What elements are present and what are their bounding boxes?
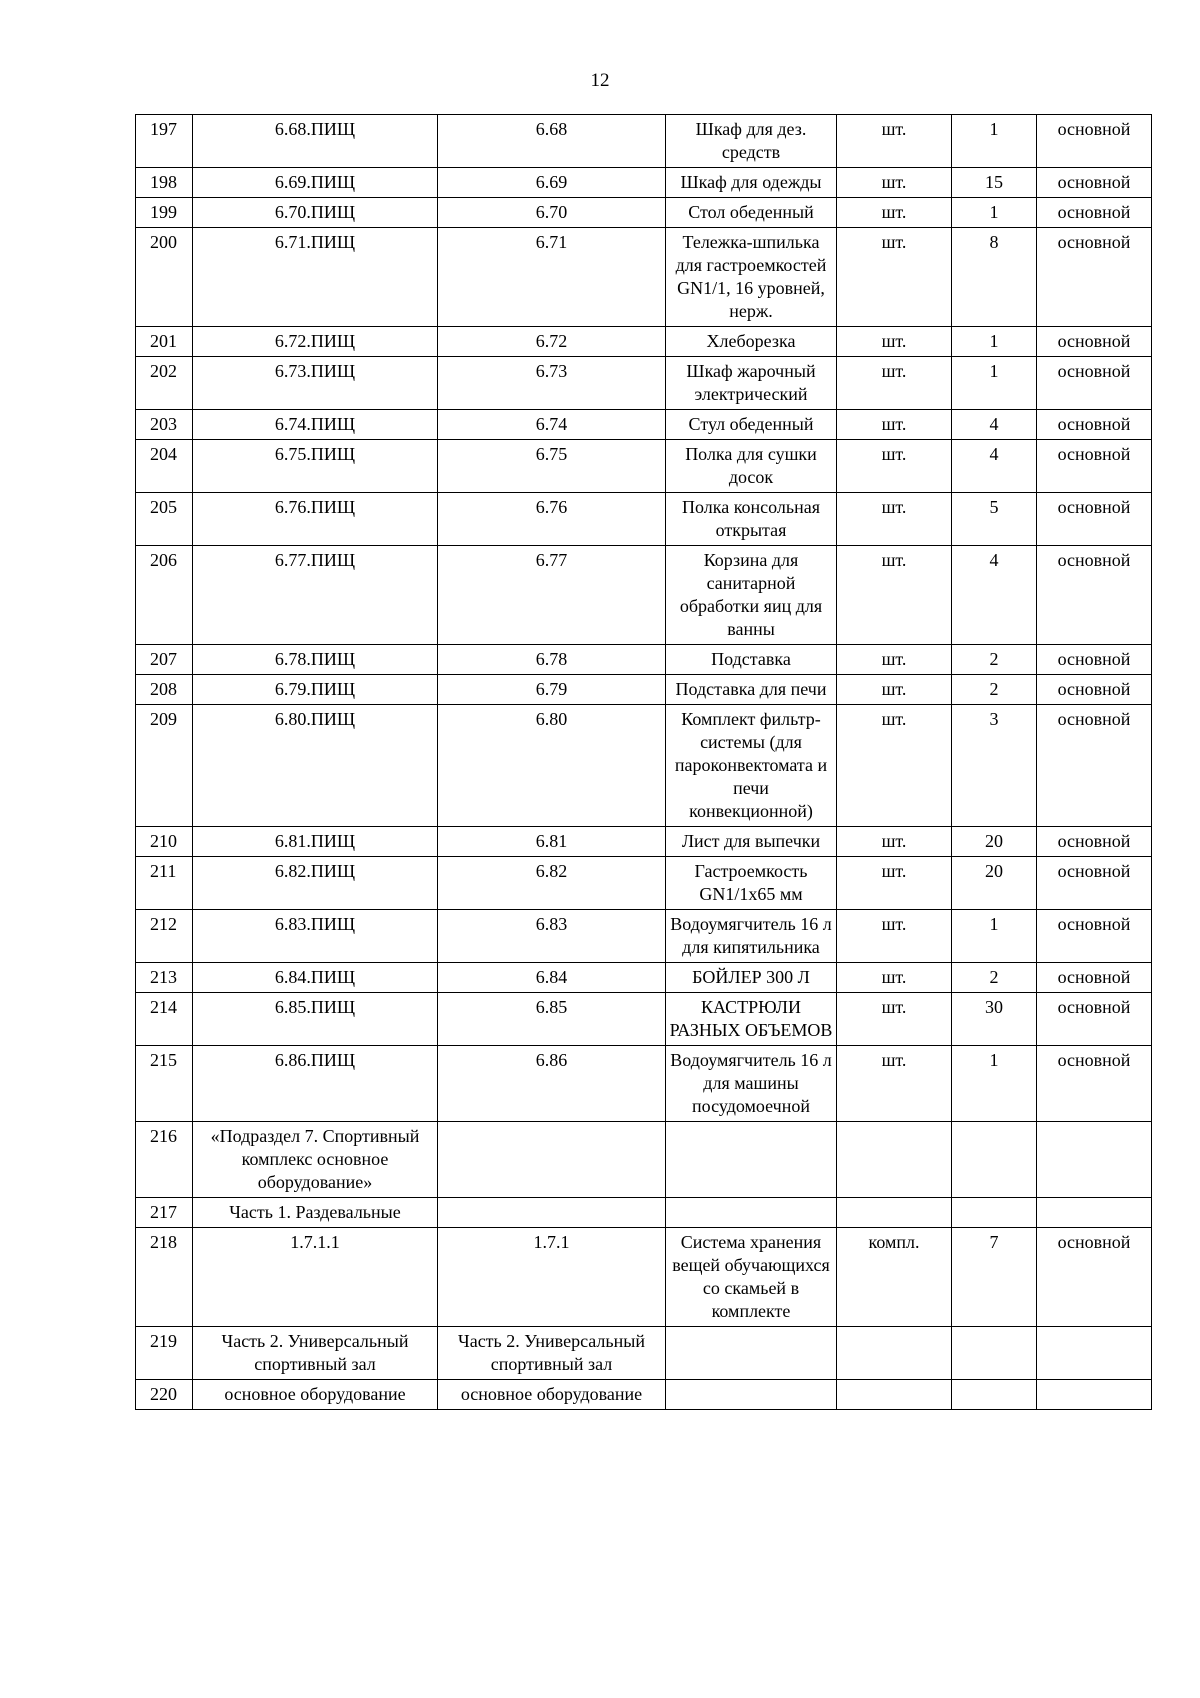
unit-cell: шт. (837, 168, 952, 198)
unit-cell: шт. (837, 198, 952, 228)
reference-cell: 6.81 (438, 827, 666, 857)
unit-cell (837, 1122, 952, 1198)
unit-cell: шт. (837, 1046, 952, 1122)
row-number-cell: 203 (136, 410, 193, 440)
item-name-cell: Шкаф жарочный электрический (666, 357, 837, 410)
table-row (136, 963, 1152, 993)
quantity-cell (952, 1327, 1037, 1380)
item-code-cell: 1.7.1.1 (193, 1228, 438, 1327)
unit-cell: шт. (837, 410, 952, 440)
item-name-cell: Шкаф для дез. средств (666, 115, 837, 168)
equipment-type-cell (1037, 1380, 1152, 1410)
quantity-cell: 1 (952, 115, 1037, 168)
table-row (136, 1046, 1152, 1122)
row-number-cell: 219 (136, 1327, 193, 1380)
item-name-cell: Комплект фильтр-системы (для пароконвектомата и печи конвекционной) (666, 705, 837, 827)
item-name-cell: Шкаф для одежды (666, 168, 837, 198)
item-code-cell: Часть 2. Универсальный спортивный зал (193, 1327, 438, 1380)
quantity-cell: 20 (952, 827, 1037, 857)
table-row (136, 645, 1152, 675)
equipment-type-cell: основной (1037, 675, 1152, 705)
reference-cell: 6.70 (438, 198, 666, 228)
item-name-cell: Полка консольная открытая (666, 493, 837, 546)
item-name-cell: КАСТРЮЛИ РАЗНЫХ ОБЪЕМОВ (666, 993, 837, 1046)
table-row (136, 1327, 1152, 1380)
quantity-cell: 30 (952, 993, 1037, 1046)
table-row (136, 857, 1152, 910)
item-name-cell (666, 1198, 837, 1228)
row-number-cell: 197 (136, 115, 193, 168)
quantity-cell: 1 (952, 1046, 1037, 1122)
row-number-cell: 201 (136, 327, 193, 357)
unit-cell: шт. (837, 327, 952, 357)
unit-cell (837, 1380, 952, 1410)
quantity-cell: 20 (952, 857, 1037, 910)
table-row (136, 705, 1152, 827)
table-row (136, 228, 1152, 327)
item-name-cell: Гастроемкость GN1/1x65 мм (666, 857, 837, 910)
row-number-cell: 209 (136, 705, 193, 827)
reference-cell: 6.77 (438, 546, 666, 645)
equipment-type-cell: основной (1037, 410, 1152, 440)
reference-cell: 6.78 (438, 645, 666, 675)
unit-cell: шт. (837, 228, 952, 327)
equipment-type-cell: основной (1037, 493, 1152, 546)
item-name-cell: Лист для выпечки (666, 827, 837, 857)
equipment-type-cell: основной (1037, 963, 1152, 993)
item-code-cell: 6.72.ПИЩ (193, 327, 438, 357)
item-code-cell: 6.70.ПИЩ (193, 198, 438, 228)
equipment-table (135, 114, 1152, 1410)
reference-cell (438, 1122, 666, 1198)
unit-cell: шт. (837, 910, 952, 963)
table-row (136, 1122, 1152, 1198)
item-name-cell: Хлеборезка (666, 327, 837, 357)
reference-cell: 6.76 (438, 493, 666, 546)
row-number-cell: 213 (136, 963, 193, 993)
unit-cell: шт. (837, 115, 952, 168)
row-number-cell: 212 (136, 910, 193, 963)
item-code-cell: 6.74.ПИЩ (193, 410, 438, 440)
equipment-type-cell: основной (1037, 1046, 1152, 1122)
row-number-cell: 204 (136, 440, 193, 493)
item-name-cell: Стул обеденный (666, 410, 837, 440)
reference-cell: 6.69 (438, 168, 666, 198)
item-code-cell: 6.69.ПИЩ (193, 168, 438, 198)
item-name-cell: Полка для сушки досок (666, 440, 837, 493)
table-row (136, 675, 1152, 705)
quantity-cell: 4 (952, 410, 1037, 440)
unit-cell: шт. (837, 493, 952, 546)
reference-cell: 1.7.1 (438, 1228, 666, 1327)
row-number-cell: 205 (136, 493, 193, 546)
row-number-cell: 199 (136, 198, 193, 228)
row-number-cell: 202 (136, 357, 193, 410)
equipment-type-cell: основной (1037, 115, 1152, 168)
equipment-type-cell: основной (1037, 327, 1152, 357)
equipment-type-cell (1037, 1122, 1152, 1198)
table-row (136, 440, 1152, 493)
equipment-type-cell (1037, 1198, 1152, 1228)
table-row (136, 168, 1152, 198)
quantity-cell: 1 (952, 357, 1037, 410)
equipment-type-cell: основной (1037, 198, 1152, 228)
unit-cell: шт. (837, 546, 952, 645)
item-name-cell (666, 1122, 837, 1198)
quantity-cell (952, 1198, 1037, 1228)
row-number-cell: 210 (136, 827, 193, 857)
quantity-cell: 1 (952, 327, 1037, 357)
row-number-cell: 214 (136, 993, 193, 1046)
item-name-cell (666, 1380, 837, 1410)
equipment-table-body (136, 115, 1152, 1410)
quantity-cell: 4 (952, 440, 1037, 493)
item-name-cell: Стол обеденный (666, 198, 837, 228)
equipment-type-cell: основной (1037, 993, 1152, 1046)
reference-cell: 6.84 (438, 963, 666, 993)
item-name-cell: Подставка для печи (666, 675, 837, 705)
quantity-cell (952, 1380, 1037, 1410)
unit-cell: шт. (837, 827, 952, 857)
equipment-type-cell: основной (1037, 357, 1152, 410)
table-row (136, 1228, 1152, 1327)
row-number-cell: 198 (136, 168, 193, 198)
row-number-cell: 208 (136, 675, 193, 705)
quantity-cell: 8 (952, 228, 1037, 327)
quantity-cell: 7 (952, 1228, 1037, 1327)
item-code-cell: 6.77.ПИЩ (193, 546, 438, 645)
reference-cell: 6.68 (438, 115, 666, 168)
item-code-cell: 6.75.ПИЩ (193, 440, 438, 493)
row-number-cell: 211 (136, 857, 193, 910)
quantity-cell: 2 (952, 963, 1037, 993)
quantity-cell: 2 (952, 645, 1037, 675)
reference-cell: 6.86 (438, 1046, 666, 1122)
item-name-cell: Система хранения вещей обучающихся со скамьей в комплекте (666, 1228, 837, 1327)
quantity-cell: 3 (952, 705, 1037, 827)
reference-cell (438, 1198, 666, 1228)
unit-cell (837, 1327, 952, 1380)
reference-cell: 6.85 (438, 993, 666, 1046)
equipment-type-cell: основной (1037, 857, 1152, 910)
table-row (136, 546, 1152, 645)
reference-cell: основное оборудование (438, 1380, 666, 1410)
quantity-cell: 4 (952, 546, 1037, 645)
item-code-cell: 6.79.ПИЩ (193, 675, 438, 705)
item-code-cell: 6.68.ПИЩ (193, 115, 438, 168)
reference-cell: 6.83 (438, 910, 666, 963)
row-number-cell: 217 (136, 1198, 193, 1228)
reference-cell: 6.80 (438, 705, 666, 827)
page-number: 12 (590, 70, 610, 91)
unit-cell: компл. (837, 1228, 952, 1327)
equipment-type-cell: основной (1037, 168, 1152, 198)
unit-cell: шт. (837, 857, 952, 910)
item-name-cell: БОЙЛЕР 300 Л (666, 963, 837, 993)
reference-cell: 6.79 (438, 675, 666, 705)
unit-cell: шт. (837, 440, 952, 493)
table-row (136, 357, 1152, 410)
row-number-cell: 216 (136, 1122, 193, 1198)
item-code-cell: 6.80.ПИЩ (193, 705, 438, 827)
item-name-cell: Тележка-шпилька для гастроемкостей GN1/1, 16 уровней, нерж. (666, 228, 837, 327)
equipment-type-cell: основной (1037, 645, 1152, 675)
item-code-cell: 6.81.ПИЩ (193, 827, 438, 857)
item-code-cell: 6.84.ПИЩ (193, 963, 438, 993)
item-name-cell: Водоумягчитель 16 л для машины посудомоечной (666, 1046, 837, 1122)
table-row (136, 910, 1152, 963)
row-number-cell: 215 (136, 1046, 193, 1122)
item-name-cell: Подставка (666, 645, 837, 675)
item-code-cell: «Подраздел 7. Спортивный комплекс основное оборудование» (193, 1122, 438, 1198)
equipment-type-cell: основной (1037, 228, 1152, 327)
table-row (136, 1198, 1152, 1228)
table-row (136, 115, 1152, 168)
quantity-cell: 15 (952, 168, 1037, 198)
reference-cell: 6.72 (438, 327, 666, 357)
reference-cell: 6.73 (438, 357, 666, 410)
table-row (136, 410, 1152, 440)
item-code-cell: 6.82.ПИЩ (193, 857, 438, 910)
reference-cell: 6.71 (438, 228, 666, 327)
row-number-cell: 206 (136, 546, 193, 645)
reference-cell: 6.75 (438, 440, 666, 493)
table-row (136, 198, 1152, 228)
item-code-cell: 6.78.ПИЩ (193, 645, 438, 675)
item-code-cell: 6.73.ПИЩ (193, 357, 438, 410)
row-number-cell: 218 (136, 1228, 193, 1327)
item-code-cell: 6.76.ПИЩ (193, 493, 438, 546)
table-row (136, 493, 1152, 546)
unit-cell: шт. (837, 675, 952, 705)
reference-cell: Часть 2. Универсальный спортивный зал (438, 1327, 666, 1380)
equipment-type-cell: основной (1037, 705, 1152, 827)
unit-cell: шт. (837, 993, 952, 1046)
quantity-cell: 1 (952, 910, 1037, 963)
equipment-type-cell: основной (1037, 440, 1152, 493)
table-row (136, 993, 1152, 1046)
equipment-type-cell: основной (1037, 827, 1152, 857)
item-name-cell (666, 1327, 837, 1380)
unit-cell: шт. (837, 963, 952, 993)
reference-cell: 6.74 (438, 410, 666, 440)
quantity-cell: 1 (952, 198, 1037, 228)
unit-cell: шт. (837, 357, 952, 410)
unit-cell: шт. (837, 645, 952, 675)
equipment-type-cell: основной (1037, 910, 1152, 963)
item-code-cell: 6.86.ПИЩ (193, 1046, 438, 1122)
equipment-type-cell: основной (1037, 546, 1152, 645)
item-name-cell: Корзина для санитарной обработки яиц для ванны (666, 546, 837, 645)
row-number-cell: 207 (136, 645, 193, 675)
quantity-cell: 2 (952, 675, 1037, 705)
table-row (136, 327, 1152, 357)
reference-cell: 6.82 (438, 857, 666, 910)
table-row (136, 827, 1152, 857)
item-code-cell: основное оборудование (193, 1380, 438, 1410)
unit-cell: шт. (837, 705, 952, 827)
equipment-type-cell (1037, 1327, 1152, 1380)
item-code-cell: 6.71.ПИЩ (193, 228, 438, 327)
quantity-cell: 5 (952, 493, 1037, 546)
quantity-cell (952, 1122, 1037, 1198)
item-code-cell: 6.85.ПИЩ (193, 993, 438, 1046)
row-number-cell: 220 (136, 1380, 193, 1410)
table-row (136, 1380, 1152, 1410)
equipment-type-cell: основной (1037, 1228, 1152, 1327)
item-code-cell: 6.83.ПИЩ (193, 910, 438, 963)
item-code-cell: Часть 1. Раздевальные (193, 1198, 438, 1228)
unit-cell (837, 1198, 952, 1228)
row-number-cell: 200 (136, 228, 193, 327)
item-name-cell: Водоумягчитель 16 л для кипятильника (666, 910, 837, 963)
